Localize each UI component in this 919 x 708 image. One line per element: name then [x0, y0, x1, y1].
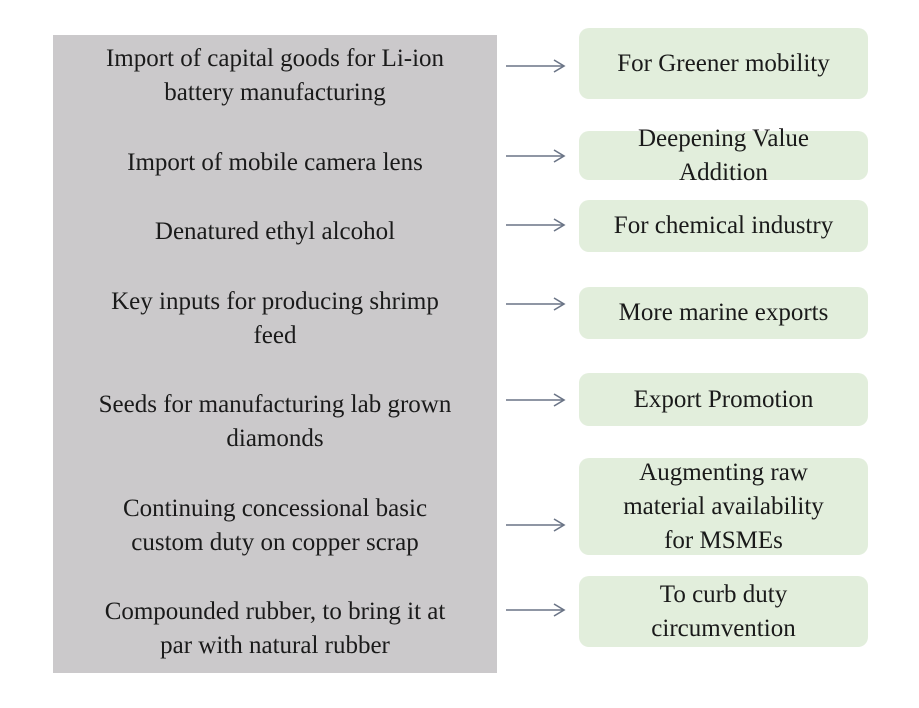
- left-item-5-line-2: diamonds: [226, 425, 324, 452]
- right-box-7-line-1: To curb duty: [659, 580, 788, 608]
- right-box-4: [579, 287, 868, 339]
- right-box-3: [579, 200, 868, 252]
- right-box-5: [579, 373, 868, 426]
- right-box-6-line-3: for MSMEs: [664, 526, 783, 554]
- left-item-4-line-2: feed: [253, 322, 297, 349]
- left-item-6-line-1: Continuing concessional basic: [122, 495, 428, 522]
- right-box-6-line-2: material availability: [623, 492, 824, 520]
- arrow-icon: [506, 393, 566, 407]
- left-panel: [53, 35, 497, 673]
- left-item-7: [53, 595, 497, 663]
- left-item-1-line-2: battery manufacturing: [164, 79, 386, 106]
- right-box-3-line-1: For chemical industry: [613, 212, 834, 239]
- right-box-6: [579, 458, 868, 555]
- right-box-7-line-2: circumvention: [651, 614, 796, 642]
- left-item-5-line-1: Seeds for manufacturing lab grown: [98, 391, 452, 418]
- arrow-icon: [506, 59, 566, 73]
- left-item-6: [53, 492, 497, 560]
- arrow-icon: [506, 297, 566, 311]
- right-box-2-line-1: Deepening Value: [637, 124, 809, 152]
- right-box-5-line-1: Export Promotion: [633, 385, 814, 413]
- arrow-icon: [506, 603, 566, 617]
- left-item-5: [53, 388, 497, 456]
- arrow-icon: [506, 149, 566, 163]
- right-box-7: [579, 576, 868, 647]
- arrow-icon: [506, 218, 566, 232]
- right-box-2-line-2: Addition: [679, 158, 768, 186]
- left-item-7-line-2: par with natural rubber: [160, 632, 390, 659]
- left-item-2-line-1: Import of mobile camera lens: [127, 149, 423, 176]
- left-item-1-line-1: Import of capital goods for Li-ion: [105, 45, 445, 72]
- right-box-1-line-1: For Greener mobility: [617, 49, 830, 77]
- left-item-6-line-2: custom duty on copper scrap: [131, 529, 419, 556]
- right-box-4-line-1: More marine exports: [618, 299, 829, 326]
- left-item-2: [53, 146, 497, 180]
- left-item-1: [53, 42, 497, 110]
- left-item-7-line-1: Compounded rubber, to bring it at: [104, 598, 446, 625]
- left-item-4-line-1: Key inputs for producing shrimp: [111, 288, 439, 315]
- left-item-3-line-1: Denatured ethyl alcohol: [154, 218, 396, 245]
- arrow-icon: [506, 518, 566, 532]
- left-item-3: [53, 215, 497, 249]
- right-box-2: [579, 124, 868, 186]
- right-box-1: [579, 28, 868, 99]
- right-box-6-line-1: Augmenting raw: [639, 458, 808, 486]
- left-item-4: [53, 285, 497, 353]
